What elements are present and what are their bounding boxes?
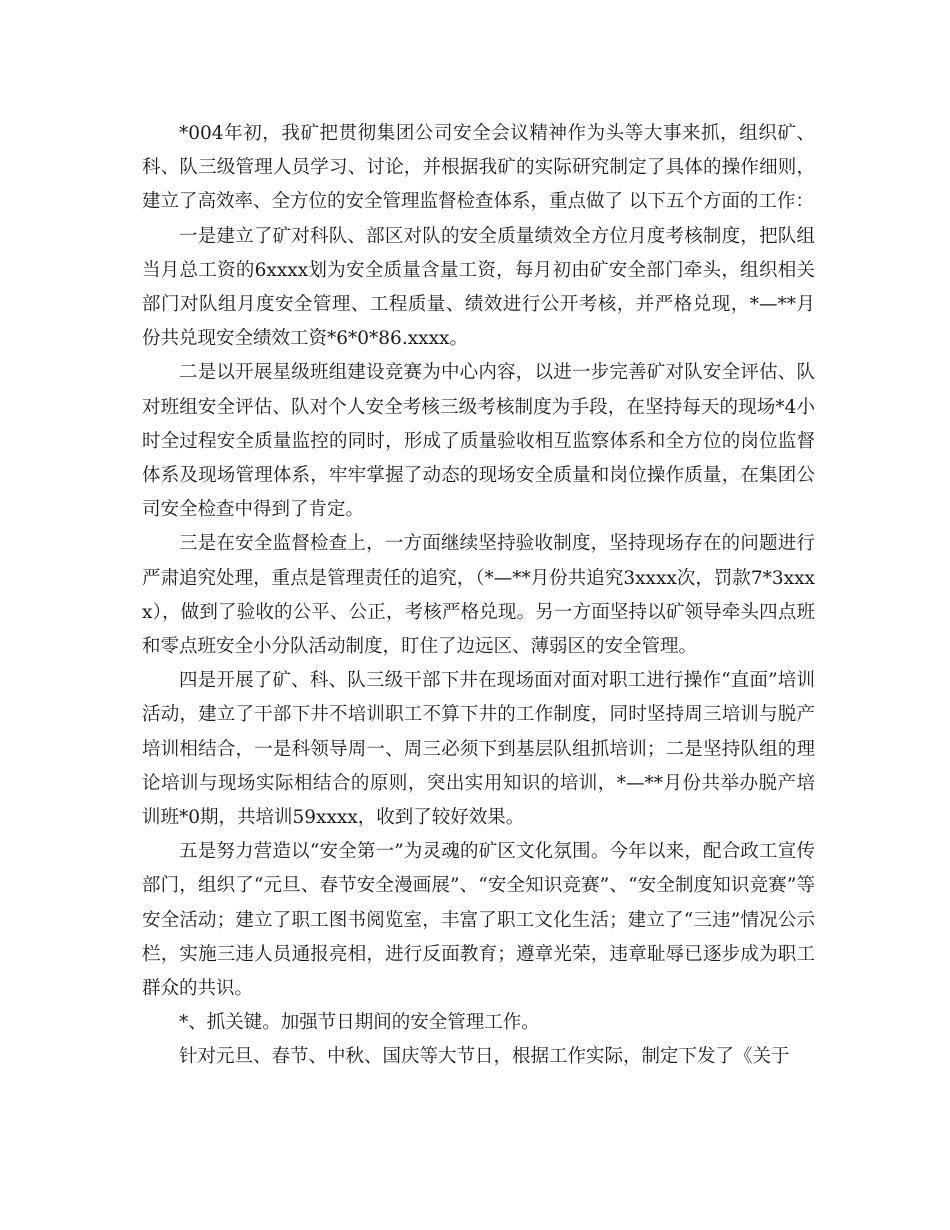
paragraph-item-5: 五是努力营造以“安全第一”为灵魂的矿区文化氛围。今年以来，配合政工宣传部门，组织了“元旦、春节安全漫画展”、“安全知识竞赛”、“安全制度知识竞赛”等安全活动；建立了职工图书阅览室，丰富了职工文化生活；建立了“三违”情况公示栏，实施三违人员通报亮相，进行反面教育；遵章光荣，违章耻辱已逐步成为职工群众的共识。 xyxy=(142,841,815,1000)
section-heading: *、抓关键。加强节日期间的安全管理工作。 xyxy=(179,1012,540,1034)
paragraph-item-3: 三是在安全监督检查上，一方面继续坚持验收制度，坚持现场存在的问题进行严肃追究处理，重点是管理责任的追究，（*—**月份共追究3xxxx次，罚款7*3xxxx），做到了验收的公平、公正，考核严格兑现。另一方面坚持以矿领导牵头四点班和零点班安全小分队活动制度，盯住了边远区、薄弱区的安全管理。 xyxy=(142,533,815,658)
paragraph-item-2: 二是以开展星级班组建设竞赛为中心内容，以进一步完善矿对队安全评估、队对班组安全评估、队对个人安全考核三级考核制度为手段，在坚持每天的现场*4小时全过程安全质量监控的同时，形成了质量验收相互监察体系和全方位的岗位监督体系及现场管理体系，牢牢掌握了动态的现场安全质量和岗位操作质量，在集团公司安全检查中得到了肯定。 xyxy=(142,362,815,521)
paragraph-item-4: 四是开展了矿、科、队三级干部下井在现场面对面对职工进行操作“直面”培训活动，建立了干部下井不培训职工不算下井的工作制度，同时坚持周三培训与脱产培训相结合，一是科领导周一、周三必须下到基层队组抓培训；二是坚持队组的理论培训与现场实际相结合的原则，突出实用知识的培训，*—**月份共举办脱产培训班*0期，共培训59xxxx，收到了较好效果。 xyxy=(142,670,815,829)
paragraph-item-1: 一是建立了矿对科队、部区对队的安全质量绩效全方位月度考核制度，把队组当月总工资的6xxxx划为安全质量含量工资，每月初由矿安全部门牵头，组织相关部门对队组月度安全管理、工程质量、绩效进行公开考核，并严格兑现，*—**月份共兑现安全绩效工资*6*0*86.xxxx。 xyxy=(142,225,815,350)
paragraph-intro: *004年初，我矿把贯彻集团公司安全会议精神作为头等大事来抓，组织矿、科、队三级管理人员学习、讨论，并根据我矿的实际研究制定了具体的操作细则，建立了高效率、全方位的安全管理监督检查体系，重点做了 以下五个方面的工作： xyxy=(142,123,815,213)
paragraph-holiday: 针对元旦、春节、中秋、国庆等大节日，根据工作实际，制定下发了《关于 xyxy=(179,1046,790,1068)
